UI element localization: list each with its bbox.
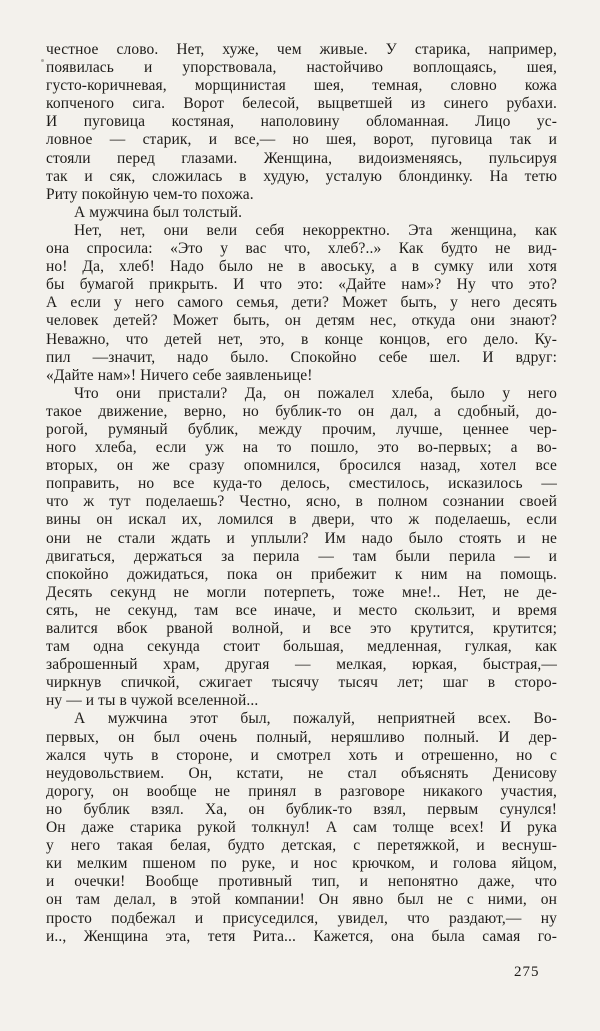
text-line: ного хлеба, если уж на то пошло, это во-первых; а во- [46,439,557,457]
text-line: так и сяк, сложилась в худую, усталую блондинку. На тетю [46,167,557,185]
text-line: ки мелким пшеном по руке, и нос крючком, и голова яйцом, [46,855,557,873]
page-number: 275 [514,964,540,980]
text-line: стояли перед глазами. Женщина, видоизменяясь, пульсируя [46,149,557,167]
text-line: А если у него самого семья, дети? Может быть, у него десять [46,294,557,312]
text-line: рогой, румяный бублик, между прочим, лучше, ценнее чер- [46,420,557,438]
text-line: вины он искал их, ломился в двери, что ж поделаешь, если [46,511,557,529]
text-line: густо-коричневая, морщинистая шея, темная, словно кожа [46,77,557,95]
text-line: поправить, но все куда-то делось, сместилось, исказилось — [46,475,557,493]
text-line: «Дайте нам»! Ничего себе заявленьице! [46,366,313,384]
text-line: у него такая белая, будто детская, с перетяжкой, и веснуш- [46,837,557,855]
text-line: сять, не секунд, там все иначе, и место скользит, и время [46,601,557,619]
text-line: но бублик взял. Ха, он бублик-то взял, первым сунулся! [46,800,557,818]
text-line: Он даже старика рукой толкнул! А сам толще всех! И рука [46,819,557,837]
text-line: двигаться, держаться за перила — там были перила — и [46,547,557,565]
text-line: Что они пристали? Да, он пожалел хлеба, было у него [74,384,557,402]
text-line: А мужчина был толстый. [74,203,243,221]
text-line: неудовольствием. Он, кстати, не стал объяснять Денисову [46,764,557,782]
text-line: ловное — старик, и все,— но шея, ворот, пуговица так и [46,131,557,149]
text-line: жался чуть в стороне, и смотрел хоть и отрешенно, но с [46,746,557,764]
text-line: честное слово. Нет, хуже, чем живые. У старика, например, [46,41,557,58]
text-line: А мужчина этот был, пожалуй, неприятней всех. Во- [74,710,557,728]
text-line: появилась и упорствовала, настойчиво воплощаясь, шея, [46,59,557,77]
text-line: пил —значит, надо было. Спокойно себе шел. И вдруг: [46,348,557,366]
text-line: что ж тут поделаешь? Честно, ясно, в полном сознании своей [46,493,557,511]
text-line: он там делал, в этой компании! Он явно был не с ними, он [46,891,557,909]
text-line: дорогу, он вообще не принял в разговоре никакого участия, [46,782,557,800]
text-line: Нет, нет, они вели себя некорректно. Эта женщина, как [74,221,557,239]
text-line: они не стали ждать и уплыли? Им надо было стоять и не [46,529,557,547]
text-line: просто подбежал и присуседился, увидел, что раздают,— ну [46,909,557,927]
text-line: человек детей? Может быть, он детям нес, откуда они знают? [46,312,557,330]
text-line: там одна секунда стоит большая, медленная, гулкая, как [46,638,557,656]
text-line: И пуговица костяная, наполовину обломанная. Лицо ус- [46,113,557,131]
text-line: но! Да, хлеб! Надо было не в авоську, а в сумку или хотя [46,258,557,276]
text-line: Риту покойную чем-то похожа. [46,185,254,203]
text-line: заброшенный храм, другая — мелкая, юркая, быстрая,— [46,656,557,674]
text-line: Десять секунд не могли потерпеть, тоже мне!.. Нет, не де- [46,583,557,601]
text-line: спокойно дожидаться, пока он прибежит к ним на помощь. [46,565,557,583]
scan-speckle [41,59,44,62]
text-line: она спросила: «Это у вас что, хлеб?..» Как будто не вид- [46,240,557,258]
text-line: и очечки! Вообще противный тип, и непонятно даже, что [46,873,557,891]
text-line: Неважно, что детей нет, это, в конце концов, его дело. Ку- [46,330,557,348]
text-line: ну — и ты в чужой вселенной... [46,692,259,710]
text-line: копченого сига. Ворот белесой, выцветшей из синего рубахи. [46,95,557,113]
text-line: чиркнув спичкой, сжигает тысячу тысяч лет; шаг в сторо- [46,674,557,692]
text-line: вторых, он же сразу опомнился, бросился назад, хотел все [46,457,557,475]
body-text [46,41,557,946]
text-line: первых, он был очень полный, неряшливо полный. И дер- [46,728,557,746]
text-line: бы бумагой прикрыть. И что это: «Дайте нам»? Ну что это? [46,276,557,294]
text-line: и.., Женщина эта, тетя Рита... Кажется, она была самая го- [46,927,557,945]
text-line: валится вбок рваной волной, и все это крутится, крутится; [46,620,557,637]
text-line: такое движение, верно, но бублик-то он дал, а сдобный, до- [46,402,557,420]
